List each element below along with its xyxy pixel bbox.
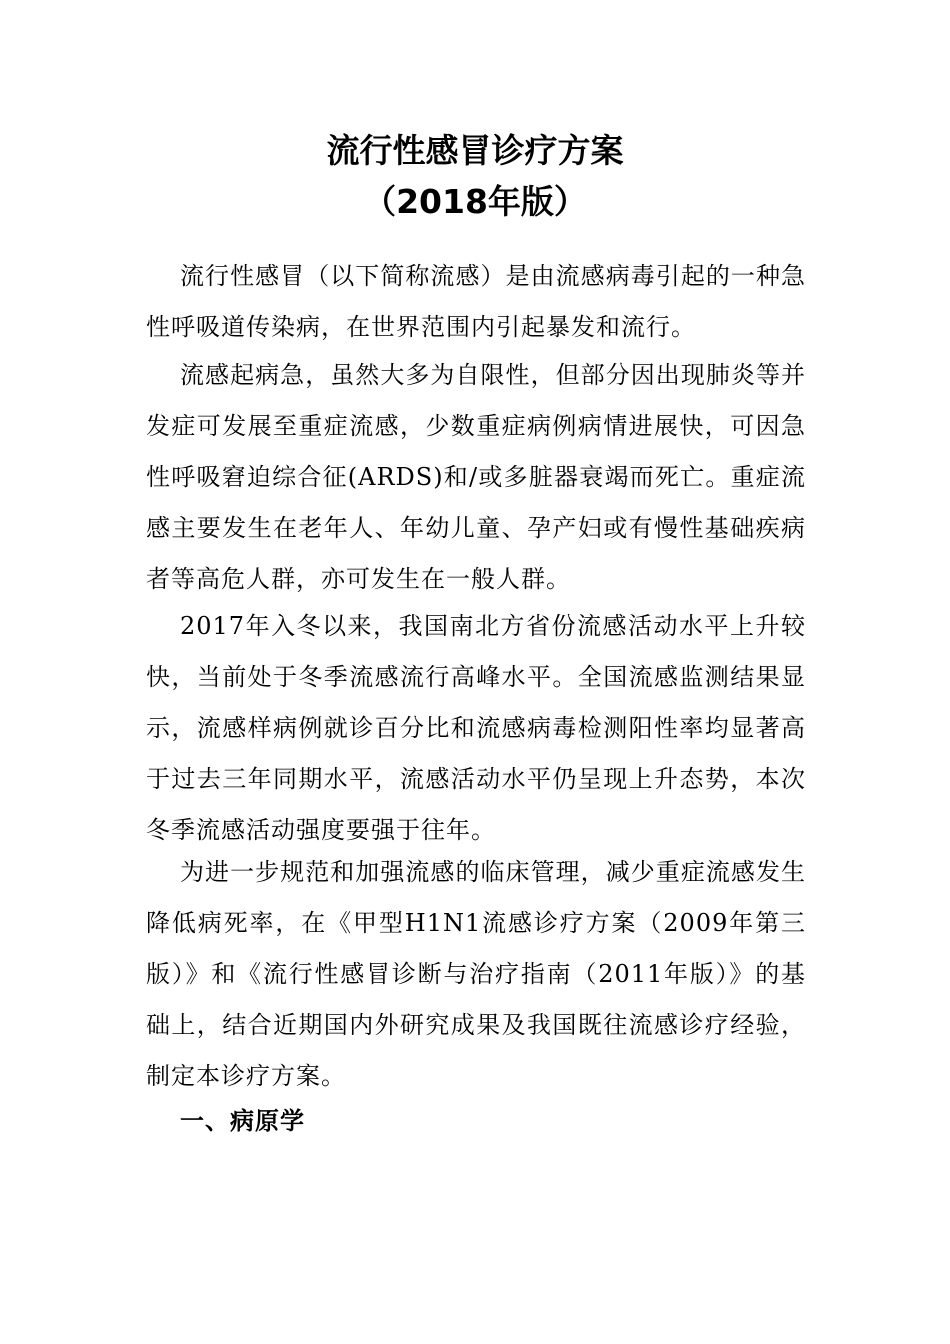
paragraph-intro: 流行性感冒（以下简称流感）是由流感病毒引起的一种急性呼吸道传染病，在世界范围内引起暴发和流行。 bbox=[146, 262, 806, 341]
document-title: 流行性感冒诊疗方案 bbox=[326, 131, 624, 170]
paragraph-severity: 流感起病急，虽然大多为自限性，但部分因出现肺炎等并发症可发展至重症流感，少数重症病例病情进展快，可因急性呼吸窘迫综合征(ARDS)和/或多脏器衰竭而死亡。重症流感主要发生在老年人、年幼儿童、孕产妇或有慢性基础疾病者等高危人群，亦可发生在一般人群。 bbox=[146, 361, 806, 593]
paragraph-purpose: 为进一步规范和加强流感的临床管理，减少重症流感发生降低病死率，在《甲型H1N1流感诊疗方案（2009年第三版）》和《流行性感冒诊断与治疗指南（2011年版）》的基础上，结合近期国内外研究成果及我国既往流感诊疗经验，制定本诊疗方案。 bbox=[146, 858, 806, 1090]
paragraph-epidemic-status: 2017年入冬以来，我国南北方省份流感活动水平上升较快，当前处于冬季流感流行高峰水平。全国流感监测结果显示，流感样病例就诊百分比和流感病毒检测阳性率均显著高于过去三年同期水平，流感活动水平仍呈现上升态势，本次冬季流感活动强度要强于往年。 bbox=[146, 612, 806, 844]
section-heading-etiology: 一、病原学 bbox=[180, 1107, 305, 1135]
document-subtitle: （2018年版） bbox=[363, 182, 587, 221]
